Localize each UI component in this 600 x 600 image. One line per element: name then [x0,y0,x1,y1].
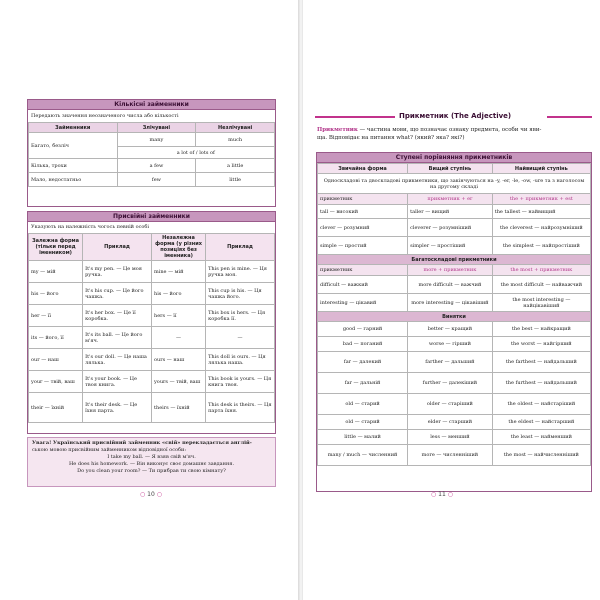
quant-intro: Передають значення неозначеного числа або кількості [31,113,179,119]
degree-comparative: taller — вищий [408,205,493,219]
note-example: I take my ball. — Я взяв свій м'яч. [107,454,196,460]
poss-header: Присвійні займенники [28,212,275,222]
degree-positive: tall — високий [318,205,408,219]
degree-positive: good — гарний [318,322,408,337]
quant-value: a lot of / lots of [117,147,274,159]
section-title: Винятки [318,312,591,322]
note-box [27,437,276,487]
degree-comparative: worse — гірший [408,337,493,352]
degree-positive: old — старий [318,415,408,430]
formula-cell: прикметник + er [408,194,493,205]
degree-comparative: cleverer — розумніший [408,219,493,237]
poss-example: This book is yours. — Ця книга твоя. [206,371,275,393]
section-title: Багатоскладові прикметники [318,255,591,265]
poss-independent: ours — наш [151,349,205,371]
poss-example: This doll is ours. — Ця лялька наша. [206,349,275,371]
quant-value: a little [196,159,275,173]
degree-positive: bad — поганий [318,337,408,352]
poss-independent: — [151,327,205,349]
definition [317,126,589,142]
quant-value: a few [117,159,196,173]
poss-dependent: your — твій, ваш [29,371,83,393]
degrees-header: Ступені порівняння прикметників [317,153,591,163]
degree-positive: far — дальній [318,373,408,394]
quant-value: many [117,133,196,147]
quant-value: few [117,173,196,187]
poss-example: It's her box. — Це її коробка. [83,305,152,327]
degree-positive: clever — розумний [318,219,408,237]
poss-independent: his — його [151,283,205,305]
poss-example: It's our doll. — Це наша лялька. [83,349,152,371]
quant-header: Кількісні займенники [28,100,275,110]
degree-superlative: the most interesting — найцікавіший [492,294,590,312]
quant-value: little [196,173,275,187]
definition-text: — частина мови, що позначає ознаку предмета, особи чи яви- [357,127,542,133]
poss-example: — [206,327,275,349]
degree-superlative: the most — найчисленніший [492,445,590,466]
poss-example: It's my pen. — Це моя ручка. [83,261,152,283]
page-number: ○ 11 ○ [431,491,453,498]
definition-text: ща. Відповідає на питання what? (який? яка? які?) [317,135,465,141]
poss-example: It's its ball. — Це його м'яч. [83,327,152,349]
degree-superlative: the eldest — найстарший [492,415,590,430]
degrees-grid [317,163,591,466]
degree-comparative: simpler — простіший [408,237,493,255]
poss-intro: Указують на належність чогось певній особі [31,224,150,230]
poss-col-independent: Незалежна форма (у різних позиціях без іменника) [151,234,205,261]
degree-positive: difficult — важкий [318,276,408,294]
degree-positive: old — старий [318,394,408,415]
quant-grid [28,122,275,187]
degree-comparative: less — менший [408,430,493,445]
degree-positive: simple — простий [318,237,408,255]
degree-superlative: the furthest — найдальший [492,373,590,394]
quant-col-uncountable: Незлічувані [196,123,275,133]
definition-term: Прикметник [317,127,358,133]
degree-positive: far — далекий [318,352,408,373]
degree-positive: little — малий [318,430,408,445]
section-title: Односкладові та двоскладові прикметники, що закінчуються на -y, -er, -le, -ow, -ure та з наголосом на другому складі [318,174,591,194]
poss-col-example: Приклад [206,234,275,261]
poss-dependent: his — його [29,283,83,305]
degree-comparative: more — численніший [408,445,493,466]
degree-comparative: better — кращий [408,322,493,337]
degrees-comparison-table [316,152,592,492]
poss-dependent: their — їхній [29,393,83,423]
quant-label: Мало, недостатньо [29,173,118,187]
formula-cell: more + прикметник [408,265,493,276]
degree-superlative: the tallest — найвищий [492,205,590,219]
degree-superlative: the farthest — найдальший [492,352,590,373]
poss-dependent: my — мій [29,261,83,283]
section-title: Прикметник (The Adjective) [399,112,512,120]
poss-col-example: Приклад [83,234,152,261]
note-line: ською мовою присвійним займенником відповідної особи: [32,447,187,453]
possessive-pronouns-table [27,211,276,434]
page-number: ○ 10 ○ [140,491,162,498]
quant-col-pronouns: Займенники [29,123,118,133]
quantitative-pronouns-table [27,99,276,207]
degree-comparative: farther — дальший [408,352,493,373]
poss-example: It's their desk. — Це їхня парта. [83,393,152,423]
poss-example: This pen is mine. — Ця ручка моя. [206,261,275,283]
degrees-col-comparative: Вищий ступінь [408,164,493,174]
degree-comparative: older — старіший [408,394,493,415]
poss-example: It's your book. — Це твоя книга. [83,371,152,393]
formula-cell: the most + прикметник [492,265,590,276]
poss-col-dependent: Залежна форма (тільки перед іменником) [29,234,83,261]
degree-superlative: the oldest — найстаріший [492,394,590,415]
quant-label: Кілька, трохи [29,159,118,173]
quant-col-countable: Злічувані [117,123,196,133]
note-example: Do you clean your room? — Ти прибрав ти свою кімнату? [77,468,226,474]
poss-independent: hers — її [151,305,205,327]
poss-example: This cup is his. — Ця чашка його. [206,283,275,305]
degree-comparative: further — далекіший [408,373,493,394]
poss-grid [28,233,275,423]
poss-example: This desk is theirs. — Ця парта їхня. [206,393,275,423]
poss-example: This box is hers. — Ця коробка її. [206,305,275,327]
note-example: He does his homework. — Він виконує своє домашнє завдання. [68,461,235,467]
degree-superlative: the cleverest — найрозумніший [492,219,590,237]
degree-positive: many / much — численний [318,445,408,466]
poss-independent: mine — мій [151,261,205,283]
degree-comparative: more interesting — цікавіший [408,294,493,312]
right-page [303,0,600,600]
poss-independent: theirs — їхній [151,393,205,423]
degree-comparative: elder — старший [408,415,493,430]
poss-dependent: its — його, її [29,327,83,349]
formula-cell: прикметник [318,194,408,205]
quant-value: much [196,133,275,147]
degrees-col-superlative: Найвищий ступінь [492,164,590,174]
formula-cell: прикметник [318,265,408,276]
poss-independent: yours — твій, ваш [151,371,205,393]
degree-superlative: the simplest — найпростіший [492,237,590,255]
degree-superlative: the least — найменший [492,430,590,445]
degree-comparative: more difficult — важчий [408,276,493,294]
formula-cell: the + прикметник + est [492,194,590,205]
section-title-bar [315,112,592,122]
note-line: Увага! Український присвійний займенник «свій» перекладається англій- [32,440,252,446]
poss-dependent: her — її [29,305,83,327]
degree-superlative: the worst — найгірший [492,337,590,352]
degree-positive: interesting — цікавий [318,294,408,312]
degree-superlative: the most difficult — найважчий [492,276,590,294]
degree-superlative: the best — найкращий [492,322,590,337]
quant-label: Багато, безліч [29,133,118,159]
poss-example: It's his cup. — Це його чашка. [83,283,152,305]
poss-dependent: our — наш [29,349,83,371]
degrees-col-positive: Звичайна форма [318,164,408,174]
